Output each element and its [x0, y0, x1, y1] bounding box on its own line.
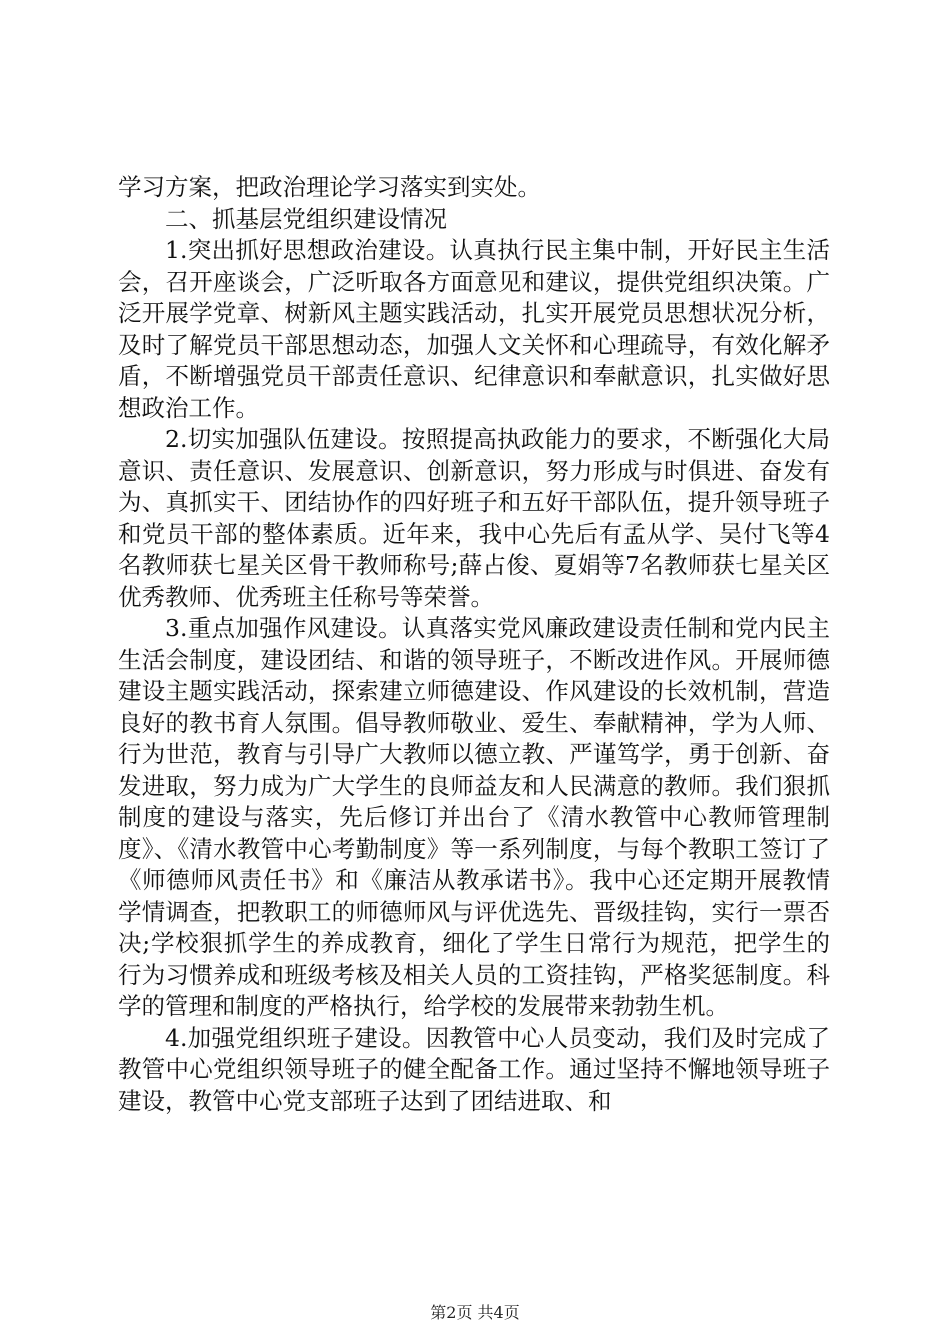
- paragraph-leadership: 4.加强党组织班子建设。因教管中心人员变动，我们及时完成了教管中心党组织领导班子的健全配备工作。通过坚持不懈地领导班子建设，教管中心党支部班子达到了团结进取、和: [118, 1023, 830, 1115]
- paragraph-ideology: 1.突出抓好思想政治建设。认真执行民主集中制，开好民主生活会，召开座谈会，广泛听取各方面意见和建议，提供党组织决策。广泛开展学党章、树新风主题实践活动，扎实开展党员思想状况分析，及时了解党员干部思想动态，加强人文关怀和心理疏导，有效化解矛盾，不断增强党员干部责任意识、纪律意识和奉献意识，扎实做好思想政治工作。: [118, 236, 830, 422]
- paragraph-team: 2.切实加强队伍建设。按照提高执政能力的要求，不断强化大局意识、责任意识、发展意识、创新意识，努力形成与时俱进、奋发有为、真抓实干、团结协作的四好班子和五好干部队伍，提升领导班子和党员干部的整体素质。近年来，我中心先后有孟从学、吴付飞等4名教师获七星关区骨干教师称号;薛占俊、夏娟等7名教师获七星关区优秀教师、优秀班主任称号等荣誉。: [118, 425, 830, 611]
- section-heading: 二、抓基层党组织建设情况: [165, 204, 447, 233]
- paragraph-continuation: 学习方案，把政治理论学习落实到实处。: [118, 173, 541, 201]
- document-body: [118, 172, 830, 1117]
- paragraph-conduct: 3.重点加强作风建设。认真落实党风廉政建设责任制和党内民主生活会制度，建设团结、和谐的领导班子，不断改进作风。开展师德建设主题实践活动，探索建立师德建设、作风建设的长效机制，营造良好的教书育人氛围。倡导教师敬业、爱生、奉献精神，学为人师、行为世范，教育与引导广大教师以德立教、严谨笃学，勇于创新、奋发进取，努力成为广大学生的良师益友和人民满意的教师。我们狠抓制度的建设与落实，先后修订并出台了《清水教管中心教师管理制度》、《清水教管中心考勤制度》等一系列制度，与每个教职工签订了《师德师风责任书》和《廉洁从教承诺书》。我中心还定期开展教情学情调查，把教职工的师德师风与评优选先、晋级挂钩，实行一票否决;学校狠抓学生的养成教育，细化了学生日常行为规范，把学生的行为习惯养成和班级考核及相关人员的工资挂钩，严格奖惩制度。科学的管理和制度的严格执行，给学校的发展带来勃勃生机。: [118, 614, 830, 1020]
- page-number-footer: 第2页 共4页: [430, 1303, 520, 1322]
